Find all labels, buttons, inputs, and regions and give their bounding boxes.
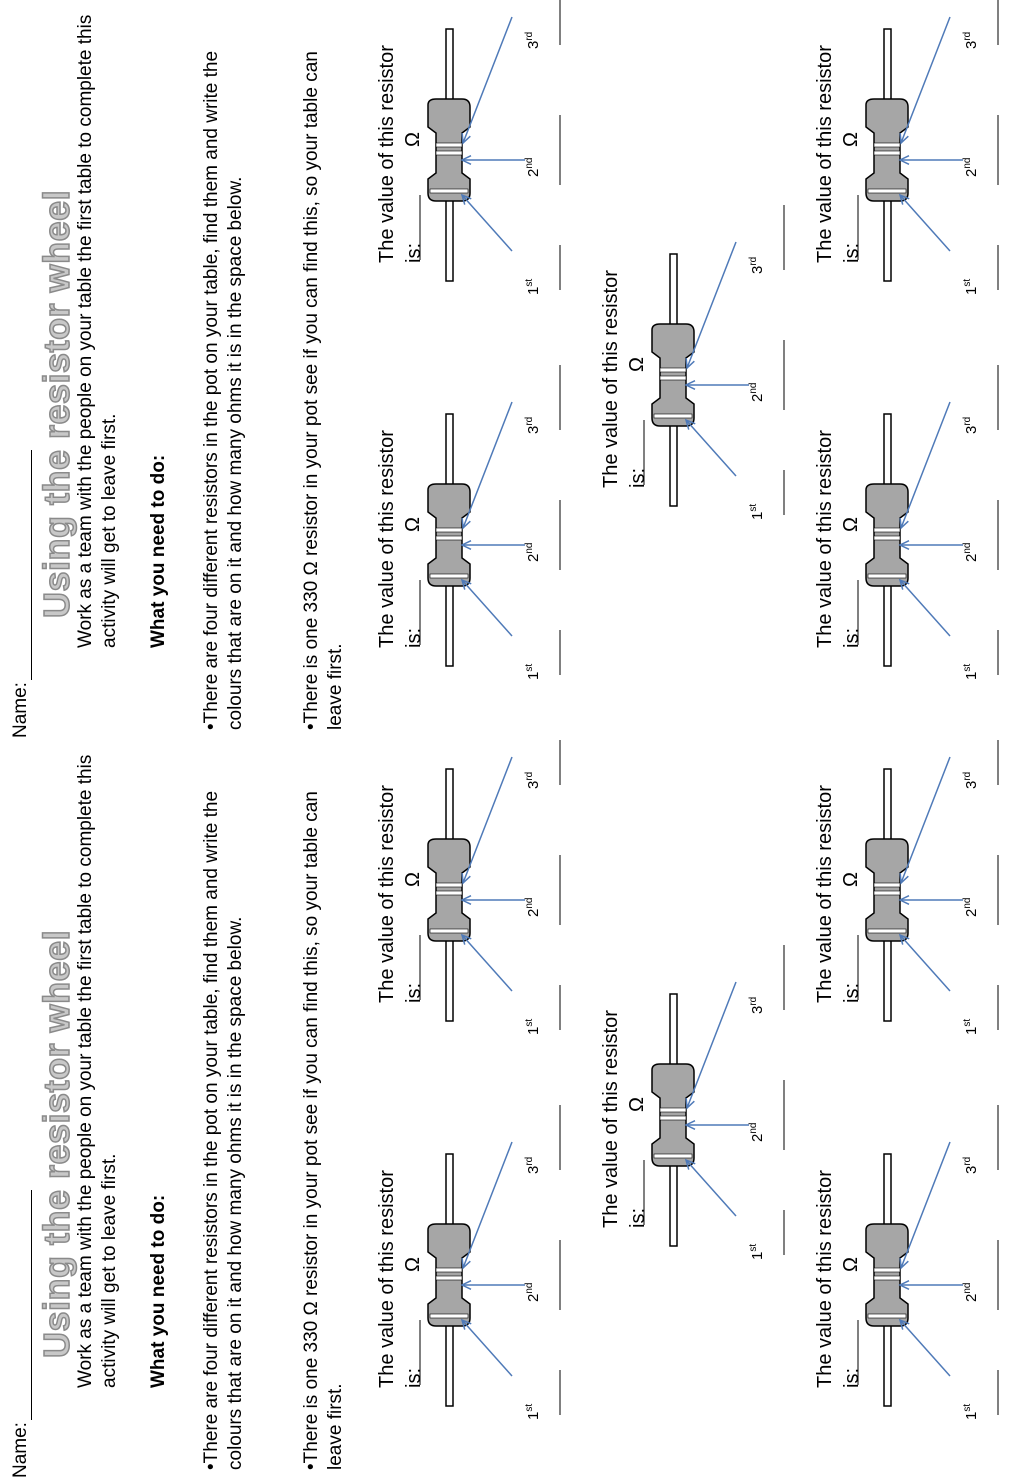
resistor-band [660, 368, 686, 372]
resistor-body [652, 1064, 694, 1166]
ohm-symbol: Ω [840, 1257, 862, 1272]
pointer-arrowhead [686, 1121, 695, 1130]
band-label-1st [524, 1404, 542, 1420]
resistor-lead [446, 29, 453, 281]
band-label-2nd [748, 383, 766, 402]
resistor-prompt: The value of this resistor [814, 1170, 836, 1388]
band-label-2nd [962, 1283, 980, 1302]
resistor-diagram [858, 1105, 998, 1415]
resistor-answer-label: is: [841, 243, 863, 263]
pointer-arrowhead [462, 518, 470, 528]
band-suffix: nd [524, 157, 535, 169]
band-suffix: rd [748, 256, 759, 266]
resistor-band [654, 414, 692, 418]
band-number: 3 [963, 425, 980, 434]
band-label-2nd [524, 898, 542, 917]
band-label-1st [524, 664, 542, 680]
band-number: 2 [963, 1293, 980, 1302]
band-suffix: st [962, 1018, 973, 1027]
pointer-arrowhead [462, 935, 471, 945]
band-label-3rd [962, 1157, 980, 1174]
band-number: 3 [749, 1005, 766, 1014]
band-number: 3 [525, 780, 542, 789]
resistor-band [660, 376, 686, 380]
resistor-band [868, 929, 906, 933]
band-number: 1 [963, 671, 980, 680]
band-number: 2 [525, 168, 542, 177]
resistor-body [866, 99, 908, 201]
pointer-arrow [900, 935, 950, 991]
pointer-arrowhead [900, 541, 909, 550]
instructions-heading: What you need to do: [148, 454, 169, 648]
resistor-band [436, 883, 462, 887]
resistor-band [868, 1314, 906, 1318]
band-suffix: st [524, 1018, 535, 1027]
resistor-band [874, 891, 900, 895]
band-number: 1 [749, 511, 766, 520]
band-number: 3 [963, 1165, 980, 1174]
band-suffix: nd [962, 157, 973, 169]
pointer-arrowhead [686, 1160, 695, 1170]
pointer-arrow [901, 1142, 950, 1268]
worksheet [0, 740, 1024, 1480]
band-number: 3 [525, 425, 542, 434]
band-suffix: st [524, 1403, 535, 1412]
page-title: Using the resistor wheel [36, 189, 77, 618]
resistor-lead [446, 1154, 453, 1406]
ohm-symbol: Ω [840, 872, 862, 887]
ohm-symbol: Ω [402, 872, 424, 887]
pointer-arrowhead [900, 195, 909, 205]
band-label-3rd [524, 32, 542, 49]
resistor-band [436, 536, 462, 540]
band-suffix: nd [962, 897, 973, 909]
band-suffix: rd [524, 771, 535, 781]
pointer-arrow [462, 935, 512, 991]
pointer-arrowhead [462, 1258, 470, 1268]
ohm-symbol: Ω [626, 357, 648, 372]
pointer-arrow [462, 195, 512, 251]
pointer-arrowhead [900, 1320, 909, 1330]
band-label-1st [524, 279, 542, 295]
band-suffix: rd [962, 416, 973, 426]
resistor-prompt: The value of this resistor [600, 270, 622, 488]
band-suffix: st [962, 278, 973, 287]
resistor-band [874, 143, 900, 147]
pointer-arrow [463, 402, 512, 528]
band-label-2nd [524, 1283, 542, 1302]
pointer-arrow [901, 757, 950, 883]
band-suffix: st [524, 663, 535, 672]
band-number: 2 [525, 1293, 542, 1302]
pointer-arrowhead [462, 133, 470, 143]
resistor-lead [884, 769, 891, 1021]
resistor-prompt: The value of this resistor [376, 1170, 398, 1388]
name-input-line[interactable] [13, 450, 32, 680]
intro-text: Work as a team with the people on your table the first table to complete this activity will get to leave first. [75, 14, 120, 648]
band-label-3rd [524, 417, 542, 434]
resistor-diagram [644, 205, 784, 515]
band-number: 3 [963, 40, 980, 49]
resistor-body [428, 839, 470, 941]
band-label-3rd [962, 772, 980, 789]
band-suffix: rd [962, 31, 973, 41]
band-suffix: nd [524, 1282, 535, 1294]
resistor-lead [884, 1154, 891, 1406]
pointer-arrowhead [900, 873, 908, 883]
band-label-3rd [748, 257, 766, 274]
pointer-arrowhead [686, 381, 695, 390]
band-label-3rd [962, 32, 980, 49]
resistor-band [436, 1268, 462, 1272]
band-suffix: nd [962, 542, 973, 554]
pointer-arrow [900, 580, 950, 636]
band-label-2nd [962, 543, 980, 562]
pointer-arrowhead [900, 133, 908, 143]
resistor-answer-label: is: [627, 468, 649, 488]
band-suffix: rd [524, 416, 535, 426]
resistor-prompt: The value of this resistor [814, 785, 836, 1003]
band-number: 3 [525, 40, 542, 49]
resistor-band [430, 189, 468, 193]
band-number: 3 [525, 1165, 542, 1174]
band-label-2nd [962, 158, 980, 177]
resistor-band [868, 189, 906, 193]
pointer-arrow [901, 17, 950, 143]
resistor-band [874, 1276, 900, 1280]
pointer-arrowhead [462, 896, 471, 905]
resistor-body [428, 484, 470, 586]
resistor-prompt: The value of this resistor [376, 430, 398, 648]
pointer-arrow [687, 242, 736, 368]
pointer-arrowhead [462, 156, 471, 165]
pointer-arrow [900, 1320, 950, 1376]
band-suffix: st [748, 503, 759, 512]
band-suffix: rd [524, 31, 535, 41]
name-field [10, 1190, 32, 1478]
band-number: 1 [525, 671, 542, 680]
resistor-lead [446, 769, 453, 1021]
resistor-band [436, 1276, 462, 1280]
pointer-arrow [686, 1160, 736, 1216]
pointer-arrowhead [900, 1281, 909, 1290]
pointer-arrowhead [462, 541, 471, 550]
band-label-1st [748, 504, 766, 520]
resistor-body [652, 324, 694, 426]
ohm-symbol: Ω [626, 1097, 648, 1112]
band-number: 1 [525, 286, 542, 295]
band-number: 2 [749, 393, 766, 402]
resistor-answer-label: is: [403, 243, 425, 263]
instruction-bullet-1: •There are four different resistors in the pot on your table, find them and write the colours that are on it and how many ohms it is in the space below. [201, 50, 246, 730]
band-suffix: rd [962, 771, 973, 781]
pointer-arrowhead [686, 358, 694, 368]
pointer-arrowhead [900, 1258, 908, 1268]
resistor-band [660, 1108, 686, 1112]
pointer-arrowhead [900, 580, 909, 590]
resistor-answer-label: is: [403, 983, 425, 1003]
resistor-body [866, 839, 908, 941]
ohm-symbol: Ω [402, 517, 424, 532]
ohm-symbol: Ω [840, 132, 862, 147]
band-label-3rd [524, 1157, 542, 1174]
pointer-arrowhead [686, 420, 695, 430]
band-label-1st [524, 1019, 542, 1035]
ohm-symbol: Ω [402, 132, 424, 147]
pointer-arrowhead [900, 935, 909, 945]
resistor-body [428, 1224, 470, 1326]
band-suffix: nd [524, 542, 535, 554]
pointer-arrow [901, 402, 950, 528]
resistor-prompt: The value of this resistor [376, 785, 398, 1003]
name-field [10, 450, 32, 738]
resistor-band [436, 151, 462, 155]
resistor-lead [446, 414, 453, 666]
page-title: Using the resistor wheel [36, 929, 77, 1358]
band-number: 1 [525, 1411, 542, 1420]
band-number: 1 [963, 1411, 980, 1420]
pointer-arrowhead [900, 156, 909, 165]
resistor-band [430, 929, 468, 933]
resistor-answer-label: is: [403, 628, 425, 648]
resistor-prompt: The value of this resistor [376, 45, 398, 263]
band-label-3rd [962, 417, 980, 434]
band-label-1st [962, 279, 980, 295]
resistor-band [654, 1154, 692, 1158]
pointer-arrow [686, 420, 736, 476]
resistor-band [430, 574, 468, 578]
ohm-symbol: Ω [840, 517, 862, 532]
band-number: 1 [749, 1251, 766, 1260]
resistor-band [874, 536, 900, 540]
resistor-answer-label: is: [841, 1368, 863, 1388]
resistor-prompt: The value of this resistor [814, 430, 836, 648]
resistor-answer-label: is: [403, 1368, 425, 1388]
name-input-line[interactable] [13, 1190, 32, 1420]
pointer-arrow [463, 757, 512, 883]
band-suffix: st [524, 278, 535, 287]
resistor-diagram [858, 365, 998, 675]
resistor-lead [884, 414, 891, 666]
pointer-arrow [687, 982, 736, 1108]
resistor-lead [884, 29, 891, 281]
band-suffix: st [748, 1243, 759, 1252]
resistor-band [874, 528, 900, 532]
resistor-band [874, 883, 900, 887]
band-label-2nd [748, 1123, 766, 1142]
band-suffix: nd [748, 1122, 759, 1134]
band-label-2nd [962, 898, 980, 917]
instructions-heading: What you need to do: [148, 1194, 169, 1388]
pointer-arrowhead [462, 873, 470, 883]
resistor-band [436, 528, 462, 532]
pointer-arrowhead [462, 1281, 471, 1290]
resistor-diagram [420, 365, 560, 675]
pointer-arrow [463, 1142, 512, 1268]
band-suffix: st [962, 663, 973, 672]
instruction-bullet-1: •There are four different resistors in the pot on your table, find them and write the colours that are on it and how many ohms it is in the space below. [201, 790, 246, 1470]
band-number: 3 [963, 780, 980, 789]
band-number: 2 [525, 908, 542, 917]
name-label: Name: [10, 682, 31, 738]
band-number: 2 [963, 908, 980, 917]
pointer-arrowhead [900, 518, 908, 528]
band-suffix: rd [748, 996, 759, 1006]
pointer-arrowhead [462, 580, 471, 590]
resistor-band [660, 1116, 686, 1120]
instruction-bullet-2: •There is one 330 Ω resistor in your pot see if you can find this, so your table can leave first. [301, 791, 346, 1470]
resistor-prompt: The value of this resistor [814, 45, 836, 263]
band-label-1st [962, 664, 980, 680]
instruction-bullet-2: •There is one 330 Ω resistor in your pot see if you can find this, so your table can leave first. [301, 51, 346, 730]
band-label-2nd [524, 543, 542, 562]
band-number: 3 [749, 265, 766, 274]
intro-text: Work as a team with the people on your table the first table to complete this activity will get to leave first. [75, 754, 120, 1388]
pointer-arrow [462, 580, 512, 636]
pointer-arrowhead [462, 195, 471, 205]
band-number: 1 [963, 286, 980, 295]
band-suffix: rd [524, 1156, 535, 1166]
band-number: 2 [525, 553, 542, 562]
resistor-band [436, 891, 462, 895]
band-label-3rd [524, 772, 542, 789]
band-suffix: rd [962, 1156, 973, 1166]
resistor-diagram [420, 1105, 560, 1415]
resistor-band [868, 574, 906, 578]
pointer-arrowhead [900, 896, 909, 905]
band-number: 2 [749, 1133, 766, 1142]
band-suffix: nd [748, 382, 759, 394]
band-label-1st [962, 1019, 980, 1035]
band-number: 1 [525, 1026, 542, 1035]
resistor-body [866, 484, 908, 586]
resistor-band [874, 151, 900, 155]
resistor-body [866, 1224, 908, 1326]
resistor-lead [670, 994, 677, 1246]
band-label-1st [748, 1244, 766, 1260]
band-label-2nd [524, 158, 542, 177]
band-suffix: st [962, 1403, 973, 1412]
resistor-answer-label: is: [627, 1208, 649, 1228]
band-number: 2 [963, 553, 980, 562]
resistor-prompt: The value of this resistor [600, 1010, 622, 1228]
ohm-symbol: Ω [402, 1257, 424, 1272]
band-suffix: nd [962, 1282, 973, 1294]
pointer-arrow [463, 17, 512, 143]
resistor-answer-label: is: [841, 983, 863, 1003]
resistor-body [428, 99, 470, 201]
resistor-lead [670, 254, 677, 506]
name-label: Name: [10, 1422, 31, 1478]
band-label-1st [962, 1404, 980, 1420]
resistor-answer-label: is: [841, 628, 863, 648]
pointer-arrowhead [686, 1098, 694, 1108]
resistor-band [436, 143, 462, 147]
band-number: 1 [963, 1026, 980, 1035]
resistor-band [430, 1314, 468, 1318]
band-label-3rd [748, 997, 766, 1014]
band-suffix: nd [524, 897, 535, 909]
pointer-arrow [900, 195, 950, 251]
resistor-band [874, 1268, 900, 1272]
band-number: 2 [963, 168, 980, 177]
pointer-arrowhead [462, 1320, 471, 1330]
resistor-diagram [644, 945, 784, 1255]
pointer-arrow [462, 1320, 512, 1376]
